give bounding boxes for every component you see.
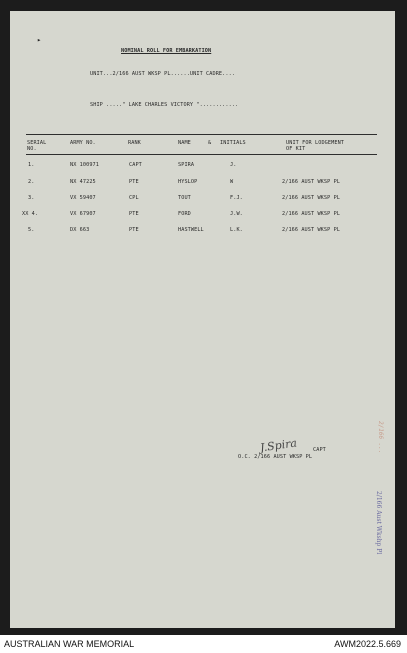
signature-unit: O.C. 2/166 AUST WKSP PL (238, 454, 313, 460)
row-army-no: DX 663 (70, 227, 90, 233)
row-rank: PTE (129, 211, 139, 217)
row-army-no: VX 67907 (70, 211, 96, 217)
ship-line: SHIP ....." LAKE CHARLES VICTORY "............ (90, 102, 239, 108)
row-unit: 2/166 AUST WKSP PL (282, 179, 341, 185)
unit-line: UNIT...2/166 AUST WKSP PL......UNIT CADRE.... (90, 71, 236, 77)
row-name: TOUT (178, 195, 191, 201)
row-serial: 3. (28, 195, 35, 201)
row-army-no: NX 100971 (70, 162, 100, 168)
row-initials: W (230, 179, 234, 185)
handwritten-signature: J.Spira (259, 436, 298, 455)
header-initials: INITIALS (220, 140, 246, 146)
header-army-no: ARMY NO. (70, 140, 96, 146)
row-rank: PTE (129, 179, 139, 185)
footer-accession-number: AWM2022.5.669 (334, 639, 401, 649)
document-page (10, 11, 395, 628)
table-top-rule (26, 134, 377, 135)
row-rank: CPL (129, 195, 139, 201)
row-name: SPIRA (178, 162, 195, 168)
row-rank: CAPT (129, 162, 142, 168)
header-name: NAME (178, 140, 191, 146)
table-header-rule (26, 154, 377, 155)
header-amp: & (208, 140, 212, 146)
pencil-annotation: 2/166 ... (377, 421, 384, 454)
row-initials: J.W. (230, 211, 243, 217)
row-initials: F.J. (230, 195, 243, 201)
row-unit: 2/166 AUST WKSP PL (282, 227, 341, 233)
footer-bar (0, 635, 407, 653)
footer-institution: AUSTRALIAN WAR MEMORIAL (4, 639, 135, 649)
row-serial: 5. (28, 227, 35, 233)
header-unit-lodgement: UNIT FOR LODGEMENT (286, 140, 345, 146)
row-name: FORD (178, 211, 191, 217)
header-serial-no: NO. (27, 146, 37, 152)
row-rank: PTE (129, 227, 139, 233)
pen-mark: ▸ (37, 36, 42, 44)
header-serial: SERIAL (27, 140, 47, 146)
header-of-kit: OF KIT (286, 146, 306, 152)
row-unit: 2/166 AUST WKSP PL (282, 211, 341, 217)
row-unit: 2/166 AUST WKSP PL (282, 195, 341, 201)
row-army-no: NX 47225 (70, 179, 96, 185)
header-rank: RANK (128, 140, 141, 146)
unit-stamp: 2/166 Aust Wkshp Pl (375, 491, 382, 555)
signature-rank: CAPT (313, 447, 326, 453)
row-serial: 1. (28, 162, 35, 168)
row-initials: J. (230, 162, 237, 168)
row-name: HYSLOP (178, 179, 198, 185)
row-army-no: VX 59407 (70, 195, 96, 201)
row-serial: XX 4. (22, 211, 39, 217)
row-initials: L.K. (230, 227, 243, 233)
document-title: NOMINAL ROLL FOR EMBARKATION (121, 48, 212, 54)
row-name: HASTWELL (178, 227, 204, 233)
row-serial: 2. (28, 179, 35, 185)
